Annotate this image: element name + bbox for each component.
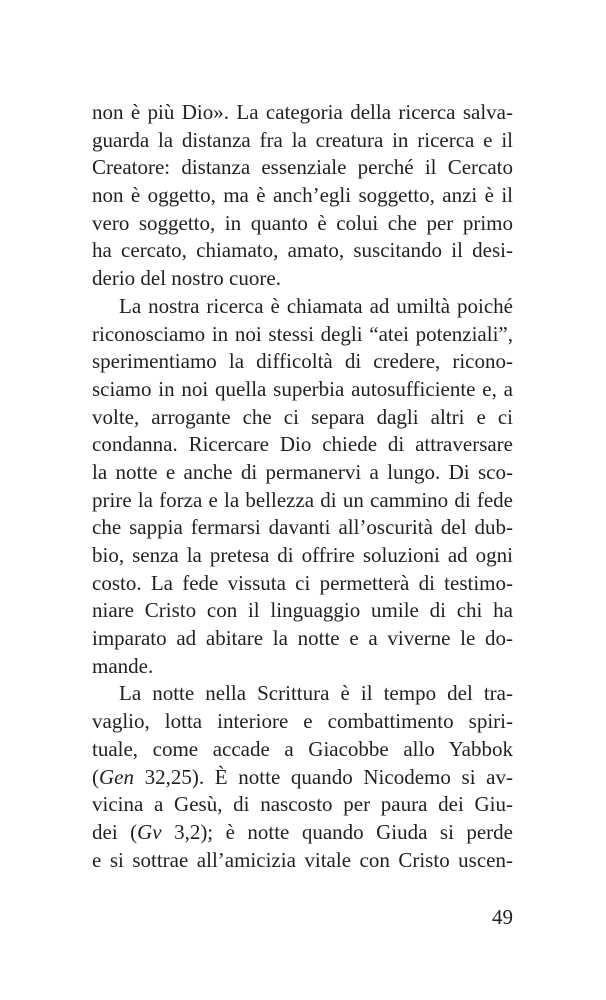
text-segment: non è oggetto, ma è anch’egli soggetto, anzi è il — [92, 183, 513, 208]
text-segment: vero soggetto, in quanto è colui che per primo — [92, 210, 513, 235]
text-segment: sciamo in noi quella superbia autosufficiente e, a — [92, 376, 513, 401]
text-segment: imparato ad abitare la notte e a viverne le do- — [92, 626, 513, 651]
text-line — [92, 736, 513, 764]
text-segment: niare Cristo con il linguaggio umile di chi ha — [92, 598, 513, 623]
text-segment: dei ( — [92, 819, 138, 844]
text-line — [92, 182, 513, 210]
text-line — [92, 819, 513, 847]
text-segment: sperimentiamo la difficoltà di credere, ricono- — [92, 349, 513, 374]
text-segment: vicina a Gesù, di nascosto per paura dei Giu- — [92, 792, 513, 817]
text-line — [92, 404, 513, 432]
text-line — [92, 431, 513, 459]
text-line — [92, 99, 513, 127]
text-line — [92, 514, 513, 542]
text-line — [92, 237, 513, 265]
text-line — [92, 265, 513, 293]
body-text — [92, 99, 513, 874]
text-segment: prire la forza e la bellezza di un cammino di fede — [92, 487, 513, 512]
text-line — [92, 708, 513, 736]
text-segment: costo. La fede vissuta ci permetterà di testimo- — [92, 570, 513, 595]
text-line — [92, 210, 513, 238]
text-segment: condanna. Ricercare Dio chiede di attraversare — [92, 432, 513, 457]
text-segment: ha cercato, chiamato, amato, suscitando il desi- — [92, 238, 513, 263]
text-line — [92, 653, 513, 681]
text-segment: bio, senza la pretesa di offrire soluzioni ad ogni — [92, 543, 513, 567]
text-segment: e si sottrae all’amicizia vitale con Cristo uscen- — [92, 847, 513, 872]
text-segment: guarda la distanza fra la creatura in ricerca e il — [92, 127, 513, 152]
text-line — [92, 127, 513, 155]
text-segment: che sappia fermarsi davanti all’oscurità del dub- — [92, 515, 513, 540]
italic-reference: Gen — [99, 764, 134, 789]
text-line — [92, 847, 513, 875]
text-line — [92, 597, 513, 625]
text-segment: non è più Dio». La categoria della ricerca salva- — [92, 100, 513, 124]
text-line — [92, 154, 513, 182]
text-line — [92, 321, 513, 349]
text-line — [92, 376, 513, 404]
text-line — [92, 542, 513, 570]
text-segment: 3,2); è notte quando Giuda si perde — [161, 819, 513, 844]
italic-reference: Gv — [137, 819, 162, 844]
text-line — [92, 487, 513, 515]
text-line — [92, 348, 513, 376]
text-segment: 32,25). È notte quando Nicodemo si av- — [134, 764, 513, 789]
page-number: 49 — [492, 905, 513, 929]
text-line — [92, 791, 513, 819]
text-segment: vaglio, lotta interiore e combattimento spiri- — [92, 709, 513, 734]
text-line — [92, 459, 513, 487]
text-line — [92, 680, 513, 708]
text-segment: derio del nostro cuore. — [92, 266, 281, 291]
text-line — [92, 293, 513, 321]
text-line — [92, 570, 513, 598]
text-segment: La nostra ricerca è chiamata ad umiltà poiché — [119, 293, 513, 318]
text-segment: la notte e anche di permanervi a lungo. Di sco- — [92, 459, 513, 484]
text-line — [92, 764, 513, 792]
text-segment: tuale, come accade a Giacobbe allo Yabbok — [92, 736, 513, 761]
text-line — [92, 625, 513, 653]
text-segment: Creatore: distanza essenziale perché il Cercato — [92, 155, 513, 180]
text-segment: mande. — [92, 653, 154, 678]
text-segment: volte, arrogante che ci separa dagli altri e ci — [92, 404, 513, 429]
text-segment: riconosciamo in noi stessi degli “atei potenziali”, — [92, 321, 513, 346]
text-segment: La notte nella Scrittura è il tempo del tra- — [119, 681, 513, 706]
text-segment: ( — [92, 764, 99, 789]
